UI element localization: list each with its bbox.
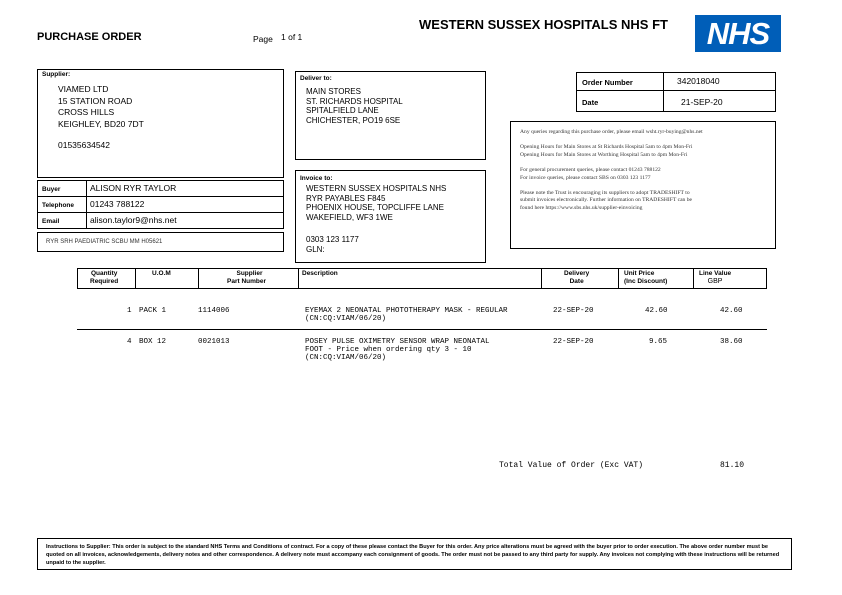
header-unit-price: Unit Price (Inc Discount) [624, 270, 668, 285]
organisation-name: WESTERN SUSSEX HOSPITALS NHS FT [419, 17, 668, 32]
supplier-line: VIAMED LTD [58, 84, 109, 94]
telephone-value: 01243 788122 [90, 199, 145, 209]
header-quantity: Quantity Required [90, 270, 119, 285]
deliver-line: SPITALFIELD LANE [306, 106, 379, 115]
total-value: 81.10 [720, 461, 745, 470]
row-2-delivery-date: 22-SEP-20 [553, 338, 594, 346]
total-label: Total Value of Order (Exc VAT) [499, 461, 644, 470]
row-2-part-number: 0021013 [198, 338, 230, 346]
deliver-line: CHICHESTER, PO19 6SE [306, 115, 401, 125]
nhs-logo [695, 15, 781, 52]
nhs-logo-text: NHS [706, 15, 770, 51]
supplier-phone: 01535634542 [58, 140, 111, 150]
deliver-line: MAIN STORES [306, 87, 361, 96]
order-number-row [576, 72, 776, 91]
supplier-address [58, 84, 144, 130]
deliver-line: ST. RICHARDS HOSPITAL [306, 96, 403, 106]
row-2-unit-price: 9.65 [649, 338, 668, 346]
row-1-delivery-date: 22-SEP-20 [553, 307, 594, 315]
row-2-uom: BOX 12 [139, 338, 167, 346]
supplier-line: CROSS HILLS [58, 107, 115, 117]
info-text [520, 129, 703, 213]
invoice-to-address [306, 184, 446, 222]
invoice-line: WESTERN SUSSEX HOSPITALS NHS [306, 184, 447, 193]
header-description: Description [302, 270, 338, 277]
order-reference: RYR SRH PAEDIATRIC SCBU MM H05621 [46, 239, 163, 245]
header-uom: U.O.M [152, 270, 171, 277]
items-table-header [77, 268, 767, 289]
row-1-line-value: 42.60 [720, 307, 743, 315]
row-1-unit-price: 42.60 [645, 307, 668, 315]
row-1-part-number: 1114006 [198, 307, 230, 315]
instructions-text: Instructions to Supplier: This order is subject to the standard NHS Terms and Conditions of contract. For a copy of these please contact the Buyer for this order. Any price alterations must be agreed with the buyer prior to order execution. The above order number must be quoted on all invoices, acknowledgements, delivery notes and other correspondence. A delivery note must accompany each consignment of goods. The order must not be passed to any third party for supply. Any invoices not complying with these instructions will be returned unpaid to the supplier. [46, 544, 780, 566]
info-line: Please note the Trust is encouraging its suppliers to adopt TRADESHIFT to [520, 189, 690, 196]
supplier-label: Supplier: [42, 71, 71, 78]
info-line: For general procurement queries, please contact 01243 788122 [520, 166, 661, 173]
instructions-box [37, 538, 792, 570]
info-line: Any queries regarding this purchase order, please email wsht.ryr-buying@nhs.net [520, 129, 703, 135]
row-separator [77, 329, 767, 330]
buyer-name: ALISON RYR TAYLOR [90, 183, 177, 193]
invoice-line: PHOENIX HOUSE, TOPCLIFFE LANE [306, 203, 444, 212]
info-line: found here https://www.sbs.nhs.uk/supplier-einvoicing [520, 204, 643, 211]
invoice-to-label: Invoice to: [300, 175, 333, 182]
supplier-line: KEIGHLEY, BD20 7DT [58, 118, 144, 129]
row-2-line-value: 38.60 [720, 338, 743, 346]
email-value: alison.taylor9@nhs.net [90, 215, 177, 225]
info-line: submit invoices electronically. Further information on TRADESHIFT can be [520, 197, 693, 204]
row-2-quantity: 4 [127, 338, 132, 346]
telephone-row [37, 196, 284, 213]
buyer-label: Buyer [42, 186, 61, 193]
supplier-line: 15 STATION ROAD [58, 95, 133, 106]
order-number-value: 342018040 [677, 76, 720, 86]
info-line: Opening Hours for Main Stores at St Richards Hospital 5am to 4pm Mon-Fri [520, 144, 693, 151]
info-line: Opening Hours for Main Stores at Worthing Hospital 5am to 4pm Mon-Fri [520, 151, 688, 158]
reference-row [37, 232, 284, 252]
header-line-value: Line Value GBP [699, 270, 732, 285]
deliver-to-label: Deliver to: [300, 75, 332, 82]
invoice-to-box [295, 170, 486, 263]
info-line: For invoice queries, please contact SBS on 0303 123 1177 [520, 174, 651, 181]
invoice-phone: 0303 123 1177 [306, 235, 359, 244]
email-row [37, 212, 284, 229]
info-box [510, 121, 776, 249]
header-delivery-date: Delivery Date [564, 270, 590, 285]
row-2-description: POSEY PULSE OXIMETRY SENSOR WRAP NEONATAL FOOT - Price when ordering qty 3 - 10 (CN:CQ:VIAM/06/20) [305, 338, 490, 362]
buyer-row [37, 180, 284, 197]
order-date-label: Date [582, 98, 599, 107]
email-label: Email [42, 218, 60, 225]
invoice-line: RYR PAYABLES F845 [306, 193, 386, 203]
page-label: Page [253, 34, 273, 44]
row-1-description: EYEMAX 2 NEONATAL PHOTOTHERAPY MASK - REGULAR (CN:CQ:VIAM/06/20) [305, 307, 508, 323]
invoice-gln: GLN: [306, 245, 325, 254]
telephone-label: Telephone [42, 202, 75, 209]
row-1-uom: PACK 1 [139, 307, 167, 315]
order-date-row [576, 90, 776, 112]
row-1-quantity: 1 [127, 307, 132, 315]
deliver-to-box [295, 71, 486, 160]
supplier-box [37, 69, 284, 178]
header-supplier-part: Supplier Part Number [227, 270, 267, 285]
info-line [520, 182, 703, 190]
invoice-line: WAKEFIELD, WF3 1WE [306, 212, 393, 222]
page-number: 1 of 1 [281, 32, 303, 42]
order-number-label: Order Number [582, 78, 633, 87]
info-line [520, 159, 703, 167]
order-date-value: 21-SEP-20 [681, 97, 723, 107]
deliver-to-address [306, 87, 403, 125]
doc-title: PURCHASE ORDER [37, 31, 142, 43]
